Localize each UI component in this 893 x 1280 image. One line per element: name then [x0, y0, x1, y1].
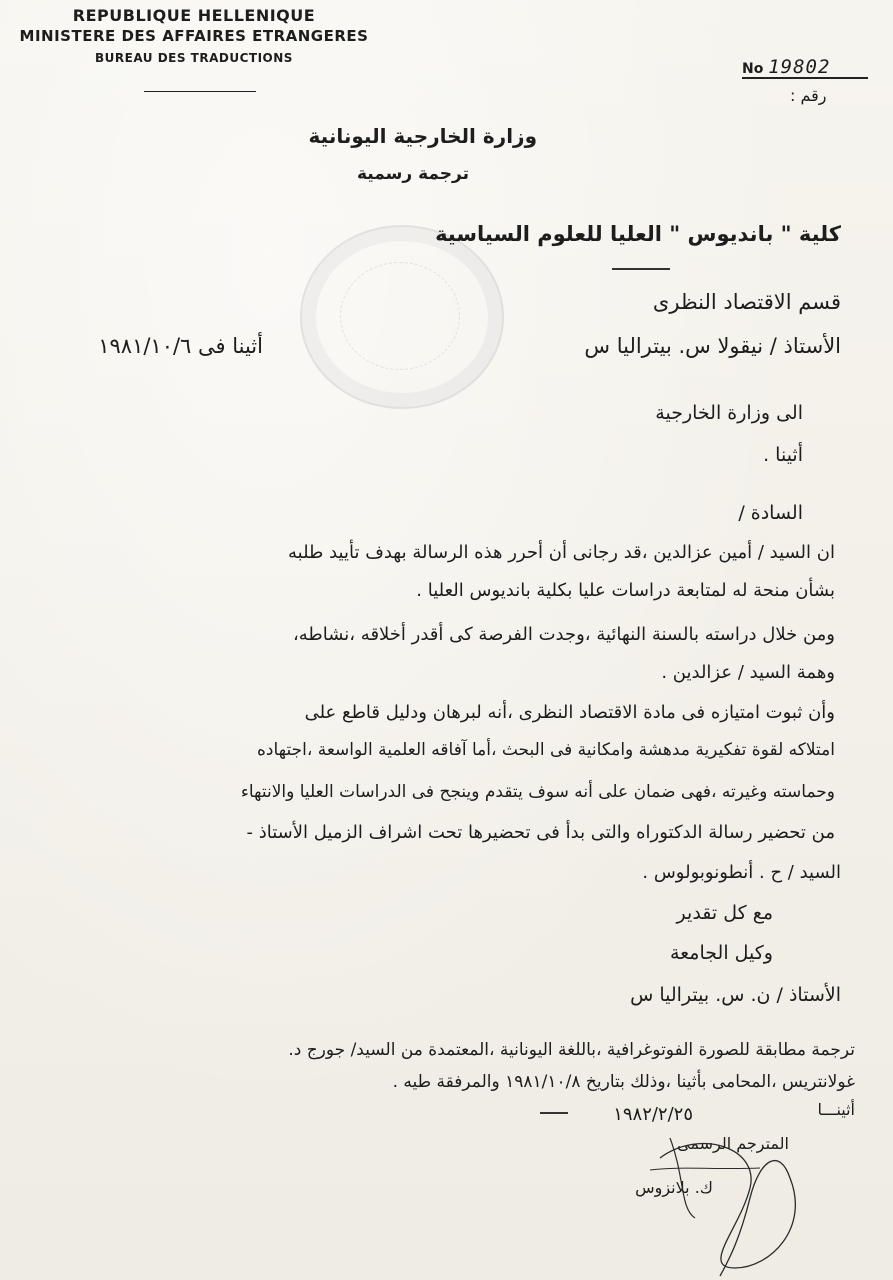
- recipient-line-1: الى وزارة الخارجية: [655, 402, 803, 424]
- body-line-5: وأن ثبوت امتيازه فى مادة الاقتصاد النظرى ،أنه لبرهان ودليل قاطع على: [304, 702, 835, 723]
- closing-regards: مع كل تقدير: [676, 902, 773, 924]
- translation-note-line-2: غولانتريس ،المحامى بأثينا ،وذلك بتاريخ ١٩٨١/١٠/٨ والمرفقة طيه .: [392, 1072, 855, 1092]
- body-line-4: وهمة السيد / عزالدين .: [661, 662, 835, 683]
- body-line-7: وحماسته وغيرته ،فهى ضمان على أنه سوف يتقدم وينجح فى الدراسات العليا والانتهاء: [240, 782, 835, 802]
- translation-date: ١٩٨٢/٢/٢٥: [613, 1104, 693, 1125]
- letterhead: [14, 6, 374, 65]
- handwritten-signature: [640, 1118, 830, 1278]
- body-line-6: امتلاكه لقوة تفكيرية مدهشة وامكانية فى البحث ،أما آفاقه العلمية الواسعة ،اجتهاده: [256, 740, 835, 760]
- faded-seal-inner: [340, 262, 460, 370]
- number-arabic-label: رقم :: [790, 86, 827, 105]
- number-label: No: [742, 61, 764, 77]
- closing-title: وكيل الجامعة: [669, 942, 773, 964]
- translator-name: ك. بلانزوس: [635, 1178, 713, 1197]
- place-underline: [540, 1112, 568, 1114]
- ministry-heading: وزارة الخارجية اليونانية: [308, 124, 537, 148]
- letterhead-country: REPUBLIQUE HELLENIQUE: [72, 6, 316, 25]
- number-value: 19802: [768, 56, 831, 78]
- salutation: السادة /: [738, 502, 803, 524]
- letter-date: أثينا فى ١٩٨١/١٠/٦: [98, 334, 263, 358]
- doc-type-heading: ترجمة رسمية: [357, 164, 469, 184]
- body-line-2: بشأن منحة له لمتابعة دراسات عليا بكلية بانديوس العليا .: [416, 580, 835, 601]
- recipient-line-2: أثينا .: [763, 444, 803, 466]
- letterhead-bureau: BUREAU DES TRADUCTIONS: [95, 51, 293, 65]
- professor-name: الأستاذ / نيقولا س. بيتراليا س: [584, 334, 841, 358]
- letterhead-divider: [144, 91, 256, 92]
- letterhead-ministry: MINISTERE DES AFFAIRES ETRANGERES: [19, 27, 369, 45]
- body-line-1: ان السيد / أمين عزالدين ،قد رجانى أن أحرر هذه الرسالة بهدف تأييد طلبه: [288, 542, 835, 563]
- translation-note-line-1: ترجمة مطابقة للصورة الفوتوغرافية ،باللغة اليونانية ،المعتمدة من السيد/ جورج د.: [288, 1040, 855, 1060]
- department-name: قسم الاقتصاد النظرى: [652, 290, 841, 314]
- document-number: [742, 56, 830, 78]
- number-underline: [742, 77, 868, 79]
- translation-place: أثينـــا: [817, 1100, 855, 1119]
- college-name: كلية " بانديوس " العليا للعلوم السياسية: [435, 222, 841, 246]
- body-line-8: من تحضير رسالة الدكتوراه والتى بدأ فى تحضيرها تحت اشراف الزميل الأستاذ -: [246, 822, 835, 843]
- body-line-9: السيد / ح . أنطونوبولوس .: [642, 862, 841, 883]
- signatory-name: الأستاذ / ن. س. بيتراليا س: [630, 984, 841, 1006]
- college-underline: [612, 268, 670, 270]
- body-line-3: ومن خلال دراسته بالسنة النهائية ،وجدت الفرصة كى أقدر أخلاقه ،نشاطه،: [292, 624, 835, 645]
- translator-title: المترجم الرسمى: [677, 1134, 789, 1153]
